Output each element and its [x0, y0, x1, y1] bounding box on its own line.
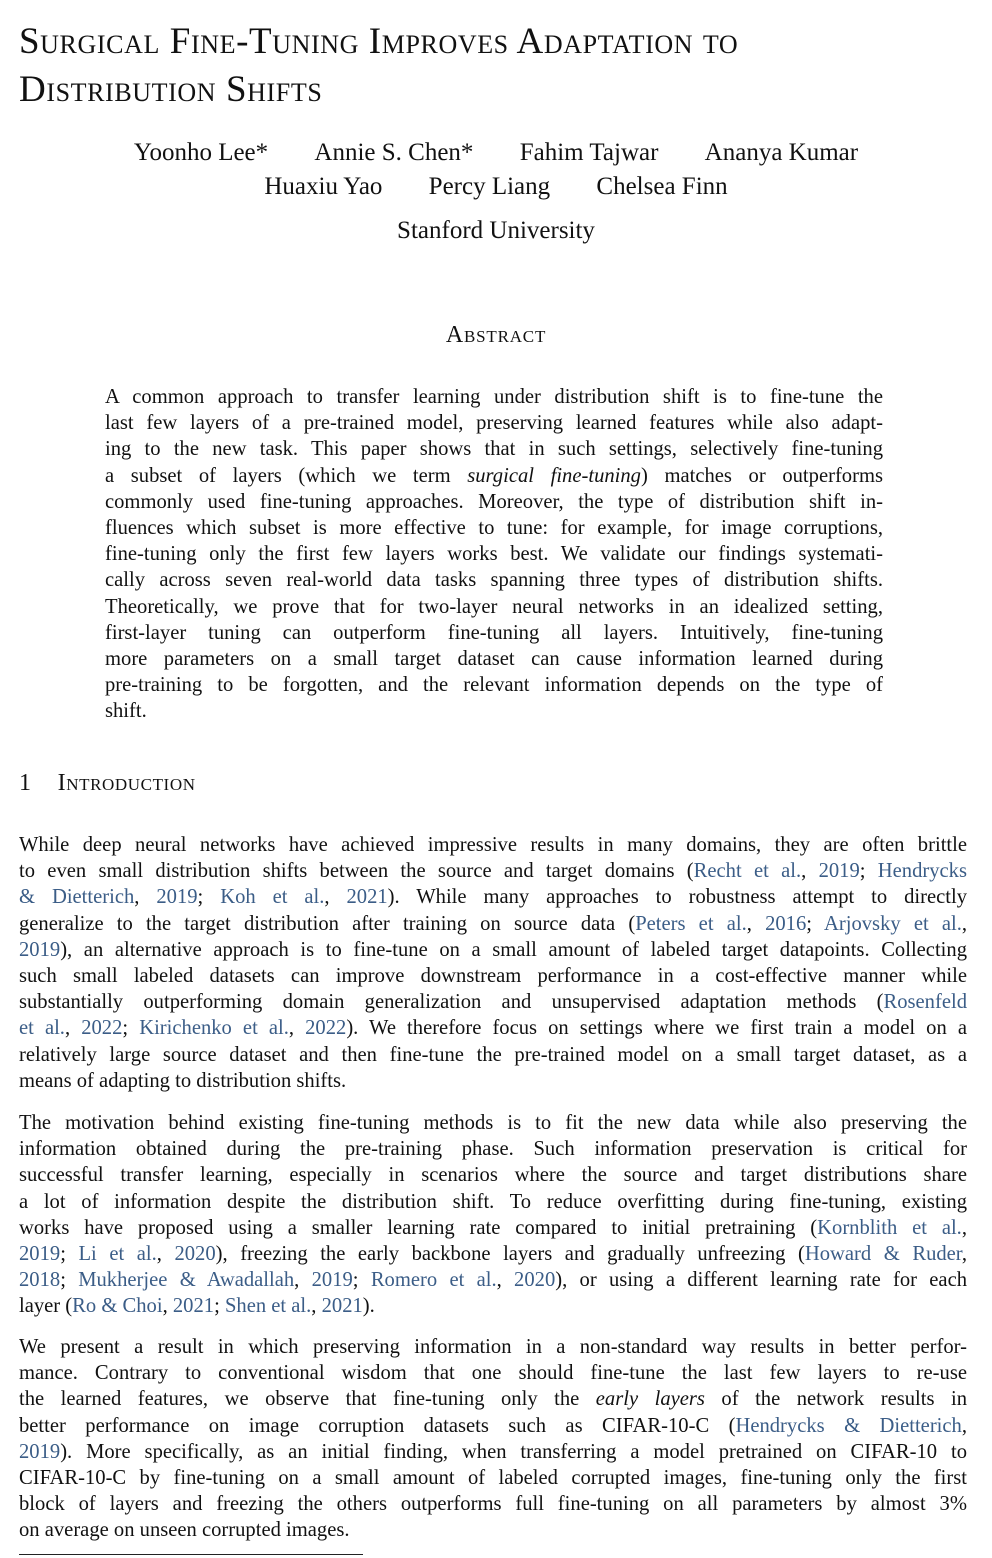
text-line: commonly used fine-tuning approaches. Moreover, the type of distribution shift in-: [105, 490, 883, 513]
citation-link[interactable]: 2019: [818, 860, 860, 883]
text-line: better performance on image corruption datasets such as CIFAR-10-C (Hendrycks & Dietterich,: [19, 1414, 967, 1437]
citation-link[interactable]: 2018: [19, 1269, 61, 1292]
section-heading-introduction: [19, 770, 196, 797]
text-line: shift.: [105, 700, 147, 723]
citation-link[interactable]: 2021: [172, 1295, 215, 1318]
text-line: on average on unseen corrupted images.: [19, 1519, 350, 1542]
author: Yoonho Lee*: [133, 139, 269, 166]
citation-link[interactable]: et al.: [19, 1017, 65, 1040]
text-line: relatively large source dataset and then fine-tune the pre-trained model on a small target dataset, as a: [19, 1043, 967, 1066]
text-line: a lot of information despite the distribution shift. To reduce overfitting during fine-tuning, existing: [19, 1190, 967, 1213]
citation-link[interactable]: Kornblith et al.: [817, 1216, 962, 1239]
text-line: first-layer tuning can outperform fine-tuning all layers. Intuitively, fine-tuning: [105, 621, 883, 644]
text-line: fluences which subset is more effective to tune: for example, for image corruptions,: [105, 517, 883, 540]
text-line: block of layers and freezing the others outperforms full fine-tuning on all parameters by almost 3%: [19, 1493, 967, 1516]
text-line: While deep neural networks have achieved impressive results in many domains, they are often brittle: [19, 834, 967, 856]
citation-link[interactable]: Li et al.: [78, 1243, 157, 1266]
text-line: mance. Contrary to conventional wisdom that one should fine-tune the last few layers to re-use: [19, 1362, 967, 1385]
citation-link[interactable]: Romero et al.: [370, 1269, 497, 1292]
citation-link[interactable]: Ro & Choi: [72, 1295, 163, 1318]
text-line: 2019; Li et al., 2020), freezing the early backbone layers and gradually unfreezing (Howard & Ruder,: [19, 1243, 967, 1266]
citation-link[interactable]: 2022: [305, 1017, 347, 1040]
citation-link[interactable]: Rosenfeld: [883, 991, 967, 1014]
paper-title: [19, 18, 979, 114]
text-line: substantially outperforming domain generalization and unsupervised adaptation methods (Rosenfeld: [19, 991, 967, 1014]
text-line: successful transfer learning, especially in scenarios where the source and target distributions share: [19, 1164, 967, 1187]
citation-link[interactable]: 2019: [311, 1269, 353, 1292]
text-line: such small labeled datasets can improve downstream performance in a cost-effective manner while: [19, 965, 967, 988]
citation-link[interactable]: Howard & Ruder: [804, 1243, 962, 1266]
text-line: A common approach to transfer learning under distribution shift is to fine-tune the: [105, 386, 883, 408]
text-line: information obtained during the pre-training phase. Such information preservation is critical for: [19, 1138, 967, 1161]
citation-link[interactable]: 2019: [19, 1440, 61, 1463]
citation-link[interactable]: 2022: [81, 1017, 123, 1040]
title-line: Surgical Fine-Tuning Improves Adaptation to: [19, 21, 739, 62]
text-line: the learned features, we observe that fine-tuning only the early layers of the network results in: [19, 1388, 967, 1411]
section-number: 1: [19, 770, 32, 796]
footnote-rule: [19, 1554, 363, 1555]
citation-link[interactable]: 2016: [765, 912, 807, 935]
text-line: fine-tuning only the first few layers works best. We validate our findings systemati-: [105, 543, 883, 566]
affiliation: Stanford University: [397, 217, 595, 244]
citation-link[interactable]: Shen et al.: [224, 1295, 312, 1318]
author: Fahim Tajwar: [519, 139, 659, 166]
text-line: a subset of layers (which we term surgical fine-tuning) matches or outperforms: [105, 464, 883, 487]
text-line: 2019). More specifically, as an initial finding, when transferring a model pretrained on CIFAR-10 to: [19, 1440, 967, 1463]
citation-link[interactable]: 2021: [321, 1295, 363, 1318]
citation-link[interactable]: 2021: [346, 886, 388, 909]
text-line: more parameters on a small target dataset can cause information learned during: [105, 648, 883, 671]
citation-link[interactable]: Arjovsky et al.: [824, 912, 962, 935]
citation-link[interactable]: 2020: [514, 1269, 556, 1292]
citation-link[interactable]: 2019: [156, 886, 198, 909]
citation-link[interactable]: Mukherjee & Awadallah: [78, 1269, 295, 1292]
author: Percy Liang: [428, 173, 551, 200]
citation-link[interactable]: 2019: [19, 1243, 61, 1266]
text-line: 2018; Mukherjee & Awadallah, 2019; Romero et al., 2020), or using a different learning rate for each: [19, 1269, 968, 1292]
abstract-heading: Abstract: [445, 322, 547, 348]
citation-link[interactable]: 2019: [19, 938, 61, 961]
citation-link[interactable]: Koh et al.: [220, 886, 325, 909]
citation-link[interactable]: Hendrycks: [877, 860, 967, 883]
emphasis-text: early layers: [595, 1388, 705, 1411]
author: Huaxiu Yao: [264, 173, 383, 200]
text-line: 2019), an alternative approach is to fine-tune on a small amount of labeled target datapoints. Collecting: [19, 938, 967, 961]
text-line: We present a result in which preserving information in a non-standard way results in better perfor-: [19, 1336, 967, 1358]
text-line: & Dietterich, 2019; Koh et al., 2021). While many approaches to robustness attempt to directly: [19, 886, 968, 909]
author: Ananya Kumar: [704, 139, 859, 166]
citation-link[interactable]: Peters et al.: [635, 912, 747, 935]
text-line: cally across seven real-world data tasks spanning three types of distribution shifts.: [105, 569, 883, 592]
citation-link[interactable]: 2020: [174, 1243, 216, 1266]
citation-link[interactable]: Hendrycks & Dietterich: [735, 1414, 962, 1437]
intro-paragraph-2: [19, 1110, 967, 1320]
text-line: Theoretically, we prove that for two-layer neural networks in an idealized setting,: [105, 595, 883, 618]
text-line: generalize to the target distribution after training on source data (Peters et al., 2016; Arjovsky et al.,: [19, 912, 968, 935]
text-line: The motivation behind existing fine-tuning methods is to fit the new data while also preserving the: [19, 1112, 967, 1134]
authors-row-2: [0, 170, 992, 204]
text-line: means of adapting to distribution shifts.: [19, 1069, 347, 1092]
text-line: ing to the new task. This paper shows that in such settings, selectively fine-tuning: [105, 438, 883, 461]
text-line: works have proposed using a smaller learning rate compared to initial pretraining (Kornblith et al.,: [19, 1216, 967, 1239]
intro-paragraph-1: [19, 832, 967, 1094]
text-line: last few layers of a pre-trained model, preserving learned features while also adapt-: [105, 412, 883, 435]
title-line: Distribution Shifts: [19, 69, 323, 110]
emphasis-text: surgical fine-tuning: [467, 464, 641, 487]
section-title: Introduction: [57, 770, 196, 796]
authors-row-1: [0, 136, 992, 170]
text-line: layer (Ro & Choi, 2021; Shen et al., 2021).: [19, 1295, 375, 1318]
author: Annie S. Chen*: [314, 139, 474, 166]
text-line: et al., 2022; Kirichenko et al., 2022). We therefore focus on settings where we first train a model on a: [19, 1017, 968, 1040]
citation-link[interactable]: Kirichenko et al.: [139, 1017, 289, 1040]
citation-link[interactable]: & Dietterich: [19, 886, 135, 909]
author: Chelsea Finn: [596, 173, 728, 200]
intro-paragraph-3: [19, 1334, 967, 1544]
text-line: CIFAR-10-C by fine-tuning on a small amount of labeled corrupted images, fine-tuning only the first: [19, 1467, 967, 1490]
abstract-body: [105, 384, 883, 725]
text-line: pre-training to be forgotten, and the relevant information depends on the type of: [105, 674, 883, 697]
citation-link[interactable]: Recht et al.: [693, 860, 802, 883]
text-line: to even small distribution shifts between the source and target domains (Recht et al., 2019; Hendrycks: [19, 860, 967, 883]
